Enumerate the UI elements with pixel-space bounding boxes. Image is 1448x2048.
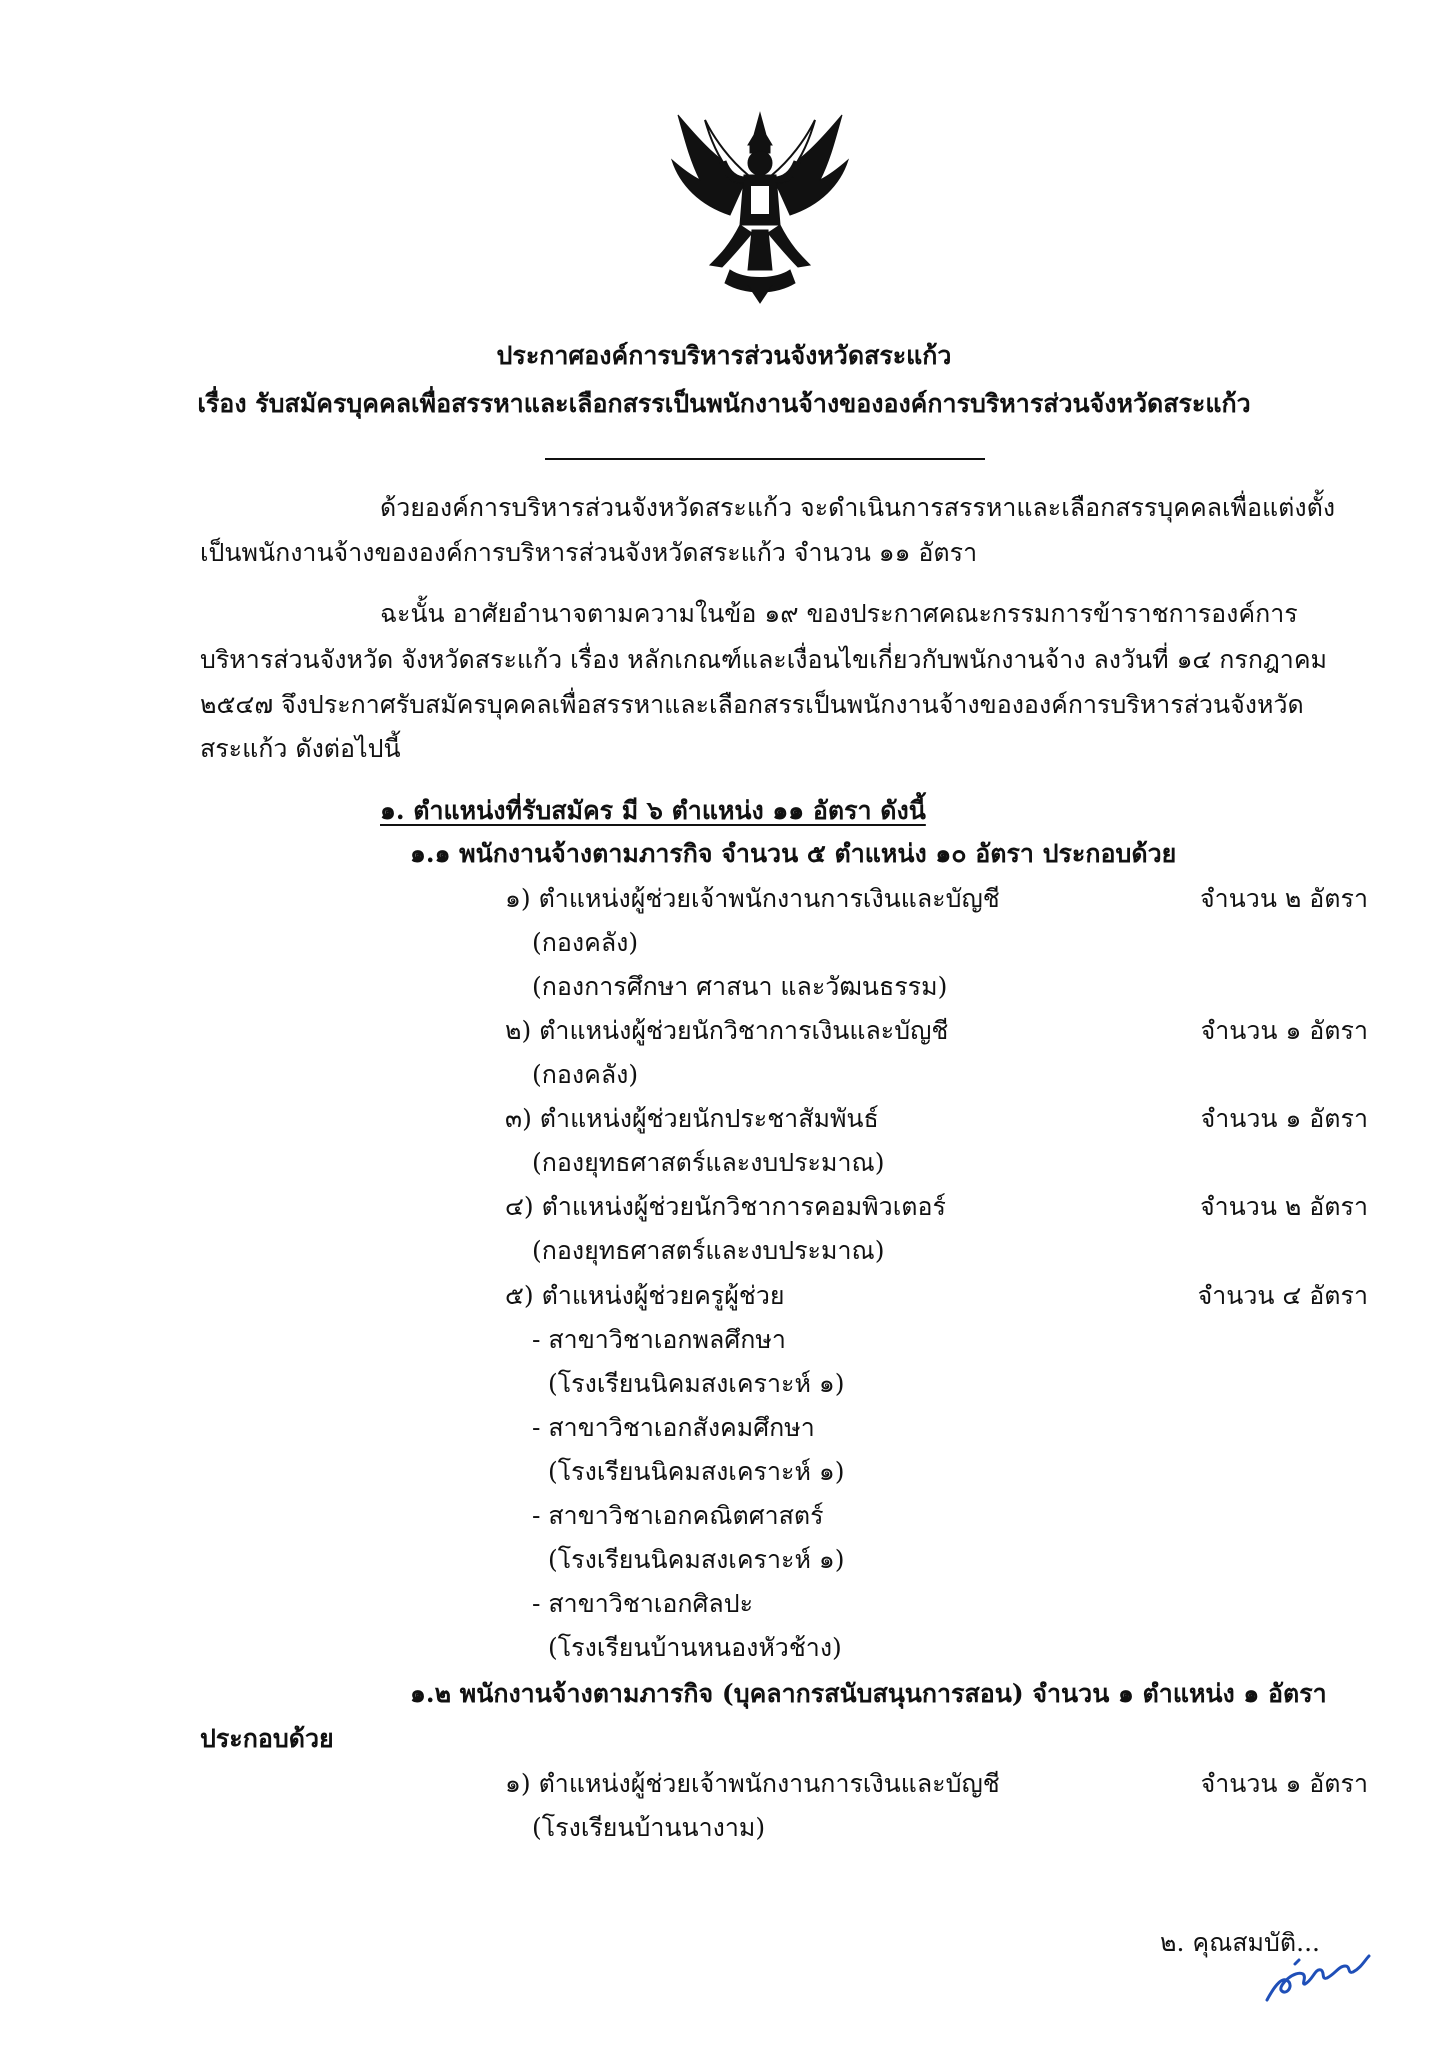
- intro-line-1: ด้วยองค์การบริหารส่วนจังหวัดสระแก้ว จะดำเนินการสรรหาและเลือกสรรบุคคลเพื่อแต่งตั้ง: [380, 493, 1336, 522]
- announcement-title: ประกาศองค์การบริหารส่วนจังหวัดสระแก้ว: [496, 341, 952, 370]
- major-4: - สาขาวิชาเอกศิลปะ: [532, 1589, 754, 1618]
- position-5-title: ๕) ตำแหน่งผู้ช่วยครูผู้ช่วย: [505, 1281, 785, 1310]
- section1-2-heading: ๑.๒ พนักงานจ้างตามภารกิจ (บุคลากรสนับสนุนการสอน) จำนวน ๑ ตำแหน่ง ๑ อัตรา: [410, 1679, 1327, 1708]
- position-3-dept: (กองยุทธศาสตร์และงบประมาณ): [532, 1148, 885, 1177]
- school-3: (โรงเรียนนิคมสงเคราะห์ ๑): [548, 1545, 845, 1574]
- position-1-dept-1: (กองคลัง): [532, 928, 639, 957]
- position-2-title: ๒) ตำแหน่งผู้ช่วยนักวิชาการเงินและบัญชี: [505, 1016, 949, 1045]
- school-4: (โรงเรียนบ้านหนองหัวช้าง): [548, 1633, 842, 1662]
- garuda-emblem-icon: [660, 105, 860, 305]
- authority-line-3: ๒๕๔๗ จึงประกาศรับสมัครบุคคลเพื่อสรรหาและเลือกสรรเป็นพนักงานจ้างขององค์การบริหารส่วนจังหวัด: [200, 690, 1304, 719]
- position-2-count: จำนวน ๑ อัตรา: [1200, 1016, 1368, 1045]
- signature-initials-icon: [1255, 1930, 1375, 2010]
- section1-heading: ๑. ตำแหน่งที่รับสมัคร มี ๖ ตำแหน่ง ๑๑ อัตรา ดังนี้: [380, 796, 926, 825]
- major-2: - สาขาวิชาเอกสังคมศึกษา: [532, 1413, 815, 1442]
- intro-line-2: เป็นพนักงานจ้างขององค์การบริหารส่วนจังหวัดสระแก้ว จำนวน ๑๑ อัตรา: [200, 538, 978, 567]
- authority-line-1: ฉะนั้น อาศัยอำนาจตามความในข้อ ๑๙ ของประกาศคณะกรรมการข้าราชการองค์การ: [380, 599, 1298, 628]
- position-1-dept-2: (กองการศึกษา ศาสนา และวัฒนธรรม): [532, 972, 948, 1001]
- position-1-count: จำนวน ๒ อัตรา: [1200, 884, 1368, 913]
- position-6-count: จำนวน ๑ อัตรา: [1200, 1769, 1368, 1798]
- major-1: - สาขาวิชาเอกพลศึกษา: [532, 1325, 786, 1354]
- title-divider: [545, 458, 985, 460]
- authority-line-2: บริหารส่วนจังหวัด จังหวัดสระแก้ว เรื่อง หลักเกณฑ์และเงื่อนไขเกี่ยวกับพนักงานจ้าง ลงวันที่ ๑๔ กรกฎาคม: [200, 645, 1328, 674]
- position-1-title: ๑) ตำแหน่งผู้ช่วยเจ้าพนักงานการเงินและบัญชี: [505, 884, 1000, 913]
- position-3-title: ๓) ตำแหน่งผู้ช่วยนักประชาสัมพันธ์: [505, 1104, 879, 1133]
- section1-2-heading-cont: ประกอบด้วย: [200, 1724, 334, 1753]
- school-1: (โรงเรียนนิคมสงเคราะห์ ๑): [548, 1369, 845, 1398]
- major-3: - สาขาวิชาเอกคณิตศาสตร์: [532, 1501, 824, 1530]
- announcement-subject: เรื่อง รับสมัครบุคคลเพื่อสรรหาและเลือกสรรเป็นพนักงานจ้างขององค์การบริหารส่วนจังหวัดสระแก้ว: [197, 389, 1251, 418]
- position-4-dept: (กองยุทธศาสตร์และงบประมาณ): [532, 1236, 885, 1265]
- position-2-dept: (กองคลัง): [532, 1060, 639, 1089]
- authority-line-4: สระแก้ว ดังต่อไปนี้: [200, 734, 401, 763]
- position-5-count: จำนวน ๔ อัตรา: [1197, 1281, 1368, 1310]
- position-4-count: จำนวน ๒ อัตรา: [1200, 1192, 1368, 1221]
- school-2: (โรงเรียนนิคมสงเคราะห์ ๑): [548, 1457, 845, 1486]
- section1-1-heading: ๑.๑ พนักงานจ้างตามภารกิจ จำนวน ๕ ตำแหน่ง ๑๐ อัตรา ประกอบด้วย: [410, 839, 1177, 868]
- position-6-title: ๑) ตำแหน่งผู้ช่วยเจ้าพนักงานการเงินและบัญชี: [505, 1769, 1000, 1798]
- position-3-count: จำนวน ๑ อัตรา: [1200, 1104, 1368, 1133]
- position-4-title: ๔) ตำแหน่งผู้ช่วยนักวิชาการคอมพิวเตอร์: [505, 1192, 946, 1221]
- position-6-dept: (โรงเรียนบ้านนางาม): [532, 1813, 766, 1842]
- next-page-indicator: ๒. คุณสมบัติ...: [1160, 1928, 1320, 1957]
